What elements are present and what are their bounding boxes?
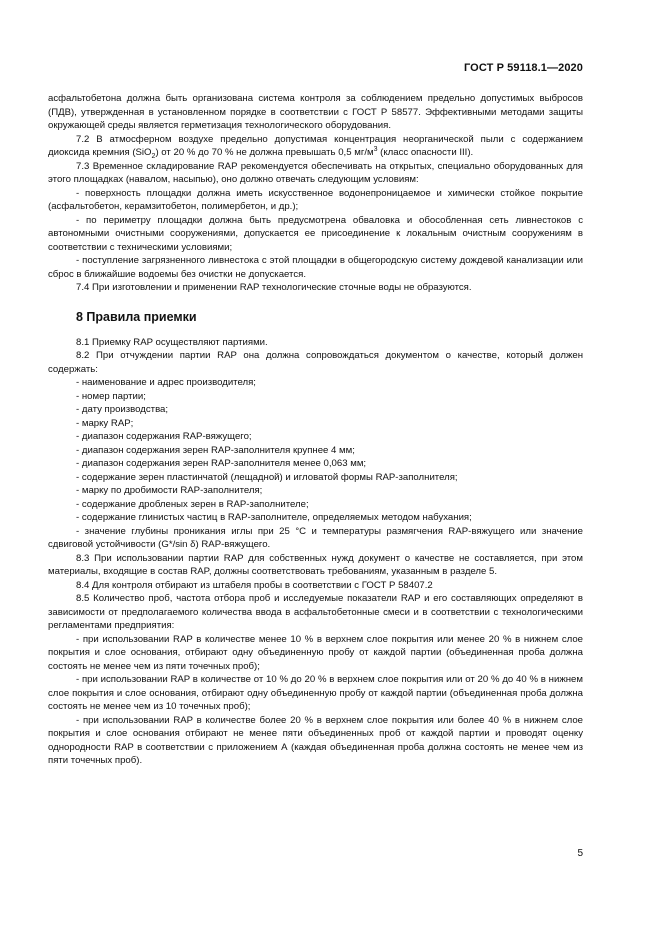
paragraph-7-2 [48, 133, 583, 160]
list-item-8-2-7: - диапазон содержания зерен RAP-заполнителя менее 0,063 мм; [76, 458, 367, 469]
page-number: 5 [577, 848, 583, 859]
paragraph-8-2: 8.2 При отчуждении партии RAP она должна сопровождаться документом о качестве, который должен содержать: [48, 350, 583, 375]
list-item-8-2-12: - значение глубины проникания иглы при 25 °С и температуры размягчения RAP-вяжущего или значение сдвиговой устойчивости (G*/sin δ) RAP-вяжущего. [48, 525, 583, 550]
p72-text-mid: ) от 20 % до 70 % не должна превышать 0,5 мг/м [155, 147, 374, 158]
p72-superscript: 3 [373, 145, 378, 153]
list-item-8-5-2: - при использовании RAP в количестве от 10 % до 20 % в верхнем слое покрытия или от 20 % до 40 % в нижнем слое покрытия и слое основания, отбирают одну объединенную пробу от каждой партии (объединенная проба должна состоять не менее чем из 10 точечных проб); [48, 674, 583, 712]
list-item-7-3-2: - по периметру площадки должна быть предусмотрена обваловка и обособленная сеть ливнестоков с автономными очистными сооружениями, допускается ее присоединение к локальным очистным сооружениям в соответствии с техническими условиями; [48, 214, 583, 253]
paragraph-7-4: 7.4 При изготовлении и применении RAP технологические сточные воды не образуются. [76, 282, 472, 293]
paragraph-8-5: 8.5 Количество проб, частота отбора проб и исследуемые показатели RAP и его составляющих определяют в зависимости от предполагаемого количества ввода в асфальтобетонные смеси и в соответствии с технологическими регламентами предприятия: [48, 593, 583, 631]
list-item-8-2-2: - номер партии; [76, 390, 146, 402]
paragraph-7-1-continuation: асфальтобетона должна быть организована система контроля за соблюдением предельно допустимых выбросов (ПДВ), утвержденная в установленном порядке в соответствии с ГОСТ Р 58577. Эффективными методами защиты окружающей среды является герметизация технологического оборудования. [48, 93, 583, 131]
list-item-7-3-3: - поступление загрязненного ливнестока с этой площадки в общегородскую систему дождевой канализации или сброс в ближайшие водоемы без очистки не допускается. [48, 255, 583, 280]
list-item-8-2-8: - содержание зерен пластинчатой (лещадной) и игловатой формы RAP-заполнителя; [76, 471, 458, 483]
list-item-8-2-4: - марку RAP; [76, 417, 134, 429]
list-item-8-5-3: - при использовании RAP в количестве более 20 % в верхнем слое покрытия или более 40 % в нижнем слое покрытия и слое основания отбирают не менее пяти объединенных проб от каждой партии и проводят оценку однородности RAP в соответствии с приложением А (каждая объединенная проба должна состоять не менее чем из пяти точечных проб). [48, 714, 583, 766]
list-item-8-2-11: - содержание глинистых частиц в RAP-заполнителе, определяемых методом набухания; [76, 512, 472, 523]
paragraph-8-3: 8.3 При использовании партии RAP для собственных нужд документ о качестве не составляется, при этом материалы, входящие в состав RAP, должны соответствовать требованиям, указанным в разделе 5. [48, 552, 583, 577]
paragraph-8-4: 8.4 Для контроля отбирают из штабеля пробы в соответствии с ГОСТ Р 58407.2 [76, 579, 433, 591]
list-item-8-2-9: - марку по дробимости RAP-заполнителя; [76, 485, 263, 496]
paragraph-7-3: 7.3 Временное складирование RAP рекомендуется обеспечивать на открытых, специально оборудованных для этого площадках (навалом, насыпью), оно должно отвечать следующим условиям: [48, 160, 583, 185]
list-item-8-2-10: - содержание дробленых зерен в RAP-заполнителе; [76, 498, 309, 510]
list-item-8-5-1: - при использовании RAP в количестве менее 10 % в верхнем слое покрытия или менее 20 % в нижнем слое покрытия и слое основания, отбирают одну объединенную пробу от каждой партии (объединенная проба должна состоять не менее чем из пяти точечных проб); [48, 633, 583, 672]
p72-text-end: (класс опасности III). [377, 147, 474, 158]
list-item-8-2-6: - диапазон содержания зерен RAP-заполнителя крупнее 4 мм; [76, 444, 355, 456]
section-8-title: 8 Правила приемки [76, 309, 197, 324]
list-item-7-3-1: - поверхность площадки должна иметь искусственное водонепроницаемое и химически стойкое покрытие (асфальтобетон, керамзитобетон, полимербетон, и др.); [48, 187, 583, 212]
p72-subscript: 2 [151, 152, 156, 160]
list-item-8-2-3: - дату производства; [76, 404, 169, 415]
list-item-8-2-1: - наименование и адрес производителя; [76, 377, 256, 388]
p72-text-start: 7.2 В атмосферном воздухе предельно допустимая концентрация неорганической пыли с содержанием диоксида кремния (SiO [48, 133, 583, 158]
document-body [48, 92, 583, 768]
paragraph-8-1: 8.1 Приемку RAP осуществляют партиями. [76, 336, 268, 348]
list-item-8-2-5: - диапазон содержания RAP-вяжущего; [76, 431, 252, 442]
page-header-standard-id: ГОСТ Р 59118.1—2020 [463, 62, 583, 74]
